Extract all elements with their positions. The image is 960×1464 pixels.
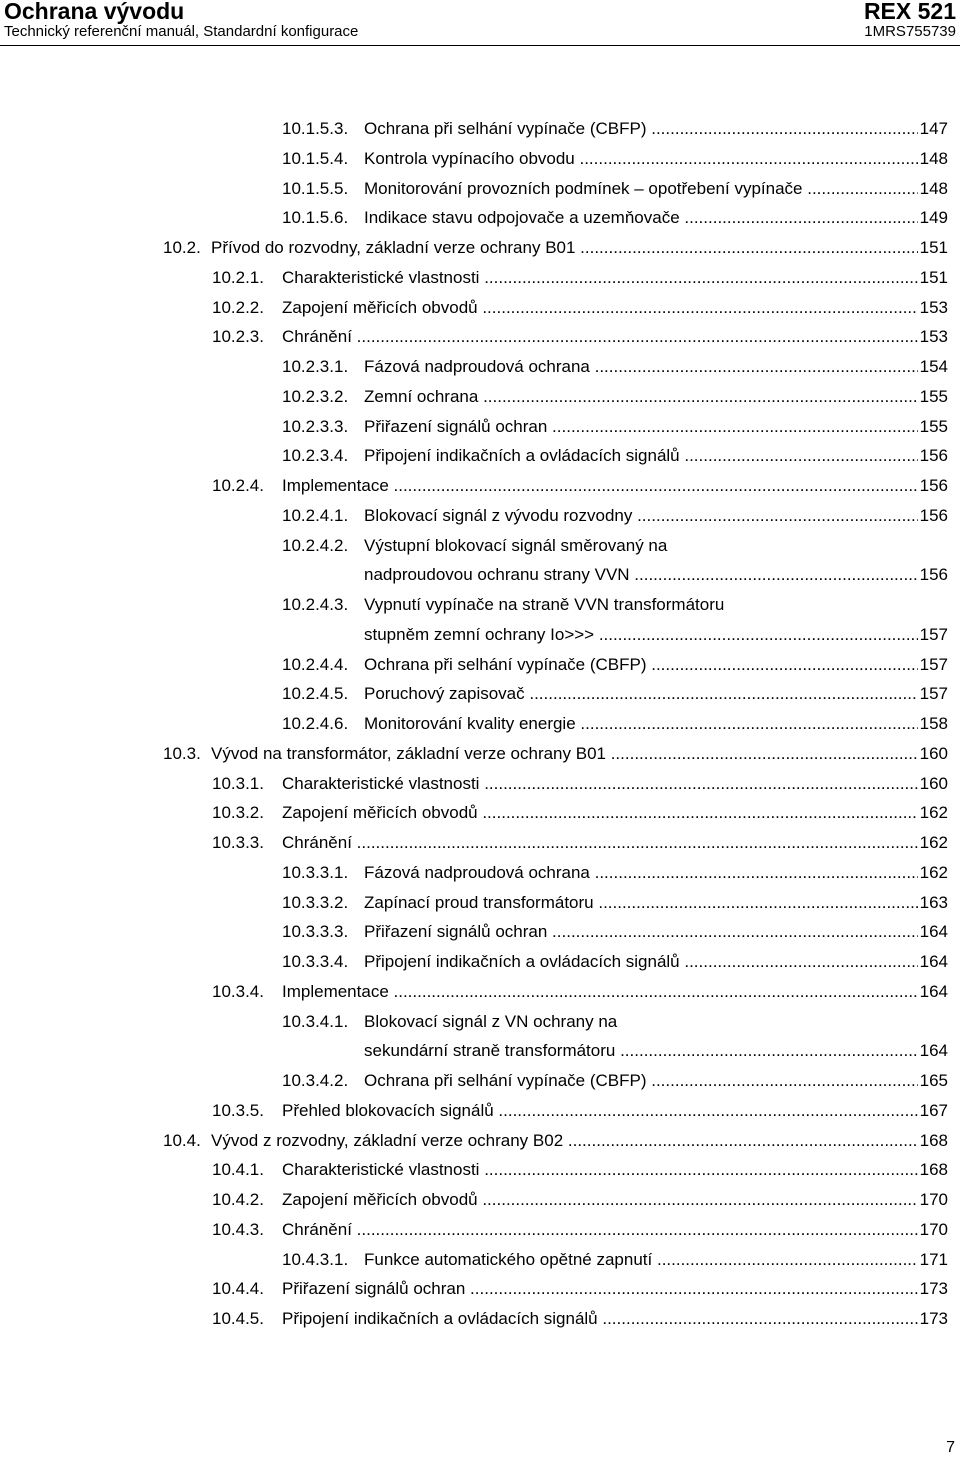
toc-entry-number: 10.2.4.5. — [282, 684, 349, 704]
toc-entry-number: 10.4.3. — [212, 1219, 264, 1239]
toc-entry-number: 10.2.3.4. — [282, 446, 349, 466]
toc-entry-number: 10.3.4.1. — [282, 1011, 349, 1031]
toc-entry-page: 153 — [918, 293, 948, 323]
toc-entry-title: Ochrana při selhání vypínače (CBFP) ..... — [364, 114, 948, 144]
toc-entry[interactable] — [212, 471, 948, 501]
page-number: 7 — [946, 1439, 955, 1456]
toc-entry-title: Přiřazení signálů ochran ..... — [364, 412, 948, 442]
toc-entry-number: 10.2.3.3. — [282, 416, 349, 436]
toc-entry[interactable] — [282, 709, 948, 739]
toc-entry-page: 160 — [918, 739, 948, 769]
toc-entry[interactable] — [212, 1215, 948, 1245]
toc-entry-page: 163 — [918, 888, 948, 918]
toc-entry-title: Zemní ochrana ..... — [364, 382, 948, 412]
toc-entry-number: 10.4. — [163, 1130, 201, 1150]
toc-entry-title: Kontrola vypínacího obvodu ..... — [364, 144, 948, 174]
toc-entry-page: 157 — [918, 679, 948, 709]
toc-entry[interactable] — [163, 1126, 948, 1156]
toc-entry-page: 148 — [918, 144, 948, 174]
toc-entry-title: Funkce automatického opětné zapnutí ..... — [364, 1245, 948, 1275]
toc-entry-page: 162 — [918, 858, 948, 888]
toc-entry-page: 157 — [918, 650, 948, 680]
toc-entry-page: 156 — [918, 441, 948, 471]
toc-entry-number: 10.2.4.1. — [282, 505, 349, 525]
toc-entry-page: 151 — [918, 233, 948, 263]
toc-entry-title: Přiřazení signálů ochran ..... — [282, 1274, 948, 1304]
toc-entry-number: 10.1.5.3. — [282, 119, 349, 138]
toc-entry-page: 168 — [918, 1126, 948, 1156]
toc-entry-title: Indikace stavu odpojovače a uzemňovače ..... — [364, 203, 948, 233]
toc-entry[interactable] — [212, 1096, 948, 1126]
toc-entry-title: Výstupní blokovací signál směrovaný na — [364, 535, 668, 555]
toc-entry-number: 10.1.5.4. — [282, 148, 349, 168]
toc-entry-number: 10.3.3.1. — [282, 862, 349, 882]
toc-entry[interactable] — [212, 322, 948, 352]
toc-entry-number: 10.3.2. — [212, 803, 264, 823]
toc-entry-title: Vývod na transformátor, základní verze ochrany B01 ..... — [211, 739, 948, 769]
toc-entry-number: 10.3.3.3. — [282, 922, 349, 942]
toc-entry[interactable] — [282, 412, 948, 442]
toc-entry-page: 151 — [918, 263, 948, 293]
product-name: REX 521 — [863, 0, 956, 24]
toc-entry-title: stupněm zemní ochrany Io>>> ..... — [364, 620, 948, 650]
toc-entry-number: 10.3.1. — [212, 773, 264, 793]
toc-entry[interactable] — [163, 739, 948, 769]
toc-entry-title: Ochrana při selhání vypínače (CBFP) ..... — [364, 1066, 948, 1096]
toc-entry-page: 157 — [918, 620, 948, 650]
toc-entry[interactable] — [282, 917, 948, 947]
toc-entry[interactable] — [212, 1304, 948, 1334]
toc-entry-title: Zapínací proud transformátoru ..... — [364, 888, 948, 918]
toc-entry-title: Implementace ..... — [282, 977, 948, 1007]
toc-entry[interactable] — [282, 1036, 948, 1066]
toc-entry-title: Zapojení měřicích obvodů ..... — [282, 1185, 948, 1215]
toc-entry[interactable] — [212, 263, 948, 293]
toc-entry-title: Fázová nadproudová ochrana ..... — [364, 352, 948, 382]
toc-entry-page: 170 — [918, 1185, 948, 1215]
toc-entry-title: Zapojení měřicích obvodů ..... — [282, 798, 948, 828]
toc-entry-number: 10.3.3. — [212, 833, 264, 852]
toc-entry-title: Poruchový zapisovač ..... — [364, 679, 948, 709]
toc-entry[interactable] — [282, 531, 948, 561]
toc-entry-title: nadproudovou ochranu strany VVN ..... — [364, 560, 948, 590]
toc-entry-number: 10.2.3. — [212, 327, 264, 347]
toc-entry-title: Charakteristické vlastnosti ..... — [282, 769, 948, 799]
toc-entry[interactable] — [212, 798, 948, 828]
toc-entry-page: 164 — [918, 947, 948, 977]
toc-entry-page: 164 — [918, 1036, 948, 1066]
toc-entry-title: Připojení indikačních a ovládacích signálů ..... — [282, 1304, 948, 1334]
toc-entry-page: 164 — [918, 917, 948, 947]
toc-entry[interactable] — [212, 1274, 948, 1304]
toc-entry-page: 160 — [918, 769, 948, 799]
toc-entry-number: 10.3.4.2. — [282, 1071, 349, 1090]
toc-entry-title: Blokovací signál z VN ochrany na — [364, 1011, 618, 1031]
toc-entry-title: Ochrana při selhání vypínače (CBFP) ..... — [364, 650, 948, 680]
toc-entry-number: 10.2.1. — [212, 267, 264, 287]
toc-entry-page: 170 — [918, 1215, 948, 1245]
toc-entry-title: Vývod z rozvodny, základní verze ochrany B02 ..... — [211, 1126, 948, 1156]
toc-entry-title: Chránění ..... — [282, 1215, 948, 1245]
toc-entry[interactable] — [163, 233, 948, 263]
toc-entry-number: 10.2.4.6. — [282, 714, 349, 733]
toc-entry[interactable] — [282, 382, 948, 412]
toc-entry[interactable] — [282, 501, 948, 531]
toc-entry-page: 156 — [918, 560, 948, 590]
document-subtitle: Technický referenční manuál, Standardní konfigurace — [4, 23, 359, 40]
toc-entry-number: 10.3.3.2. — [282, 892, 349, 912]
toc-entry[interactable] — [282, 114, 948, 144]
toc-entry[interactable] — [282, 888, 948, 918]
toc-entry-number: 10.2.3.2. — [282, 386, 349, 406]
page-header — [0, 0, 960, 46]
toc-entry-title: Monitorování kvality energie ..... — [364, 709, 948, 739]
toc-entry-title: Přehled blokovacích signálů ..... — [282, 1096, 948, 1126]
toc-entry[interactable] — [282, 144, 948, 174]
toc-entry-title: Přiřazení signálů ochran ..... — [364, 917, 948, 947]
toc-entry[interactable] — [282, 560, 948, 590]
toc-entry-page: 148 — [918, 174, 948, 204]
toc-entry[interactable] — [282, 947, 948, 977]
toc-entry-page: 156 — [918, 501, 948, 531]
toc-entry-title: Implementace ..... — [282, 471, 948, 501]
toc-entry[interactable] — [282, 679, 948, 709]
document-id: 1MRS755739 — [864, 23, 956, 40]
toc-entry-title: Chránění ..... — [282, 828, 948, 858]
toc-entry-number: 10.2.4. — [212, 476, 264, 495]
toc-entry-number: 10.4.3.1. — [282, 1249, 349, 1269]
toc-entry-title: Blokovací signál z vývodu rozvodny ..... — [364, 501, 948, 531]
toc-entry[interactable] — [212, 977, 948, 1007]
toc-entry[interactable] — [282, 620, 948, 650]
toc-entry-page: 162 — [918, 798, 948, 828]
toc-entry-page: 162 — [918, 828, 948, 858]
toc-entry[interactable] — [282, 203, 948, 233]
toc-entry-number: 10.2.4.2. — [282, 535, 349, 555]
toc-entry-page: 147 — [918, 114, 948, 144]
toc-entry-number: 10.3.3.4. — [282, 952, 349, 971]
toc-entry[interactable] — [282, 1007, 948, 1037]
document-title: Ochrana vývodu — [4, 0, 185, 24]
toc-entry[interactable] — [282, 1245, 948, 1275]
toc-entry-number: 10.3.5. — [212, 1100, 264, 1120]
toc-entry-title: Zapojení měřicích obvodů ..... — [282, 293, 948, 323]
toc-entry[interactable] — [282, 650, 948, 680]
toc-entry-number: 10.4.5. — [212, 1309, 264, 1328]
toc-entry-number: 10.2.3.1. — [282, 357, 349, 376]
toc-entry-page: 153 — [918, 322, 948, 352]
toc-entry[interactable] — [282, 1066, 948, 1096]
toc-entry-number: 10.2.4.3. — [282, 595, 349, 614]
toc-entry-title: Charakteristické vlastnosti ..... — [282, 1155, 948, 1185]
toc-entry-page: 149 — [918, 203, 948, 233]
toc-entry-page: 164 — [918, 977, 948, 1007]
toc-entry-page: 155 — [918, 382, 948, 412]
toc-entry[interactable] — [282, 590, 948, 620]
toc-entry-page: 167 — [918, 1096, 948, 1126]
toc-entry-title: Fázová nadproudová ochrana ..... — [364, 858, 948, 888]
toc-entry-title: Vypnutí vypínače na straně VVN transformátoru — [364, 595, 725, 614]
toc-entry-number: 10.1.5.5. — [282, 178, 349, 198]
toc-entry[interactable] — [282, 174, 948, 204]
toc-entry-number: 10.1.5.6. — [282, 208, 349, 228]
toc-entry-number: 10.2. — [163, 238, 201, 257]
toc-entry-page: 156 — [918, 471, 948, 501]
toc-entry-page: 155 — [918, 412, 948, 442]
toc-entry-page: 173 — [918, 1274, 948, 1304]
toc-entry-number: 10.3. — [163, 743, 201, 763]
toc-entry-title: Monitorování provozních podmínek – opotřebení vypínače ..... — [364, 174, 948, 204]
toc-entry-title: sekundární straně transformátoru ..... — [364, 1036, 948, 1066]
toc-entry-title: Přívod do rozvodny, základní verze ochrany B01 ..... — [211, 233, 948, 263]
header-divider — [0, 45, 960, 46]
toc-entry[interactable] — [212, 1155, 948, 1185]
toc-entry-number: 10.3.4. — [212, 981, 264, 1001]
toc-entry[interactable] — [282, 858, 948, 888]
toc-entry[interactable] — [212, 1185, 948, 1215]
toc-entry-page: 154 — [918, 352, 948, 382]
toc-entry-number: 10.4.4. — [212, 1279, 264, 1299]
toc-entry-title: Připojení indikačních a ovládacích signálů ..... — [364, 947, 948, 977]
toc-entry-page: 165 — [918, 1066, 948, 1096]
toc-entry-title: Připojení indikačních a ovládacích signálů ..... — [364, 441, 948, 471]
toc-entry-page: 171 — [918, 1245, 948, 1275]
toc-entry[interactable] — [212, 769, 948, 799]
toc-entry-page: 173 — [918, 1304, 948, 1334]
toc-entry[interactable] — [212, 293, 948, 323]
toc-entry[interactable] — [212, 828, 948, 858]
toc-entry-title: Chránění ..... — [282, 322, 948, 352]
toc-entry-number: 10.4.2. — [212, 1190, 264, 1209]
toc-entry-page: 158 — [918, 709, 948, 739]
toc-entry-number: 10.4.1. — [212, 1160, 264, 1180]
toc-entry[interactable] — [282, 441, 948, 471]
toc-entry-number: 10.2.4.4. — [282, 654, 349, 674]
toc-entry-page: 168 — [918, 1155, 948, 1185]
toc-entry[interactable] — [282, 352, 948, 382]
toc-entry-title: Charakteristické vlastnosti ..... — [282, 263, 948, 293]
toc-entry-number: 10.2.2. — [212, 297, 264, 317]
